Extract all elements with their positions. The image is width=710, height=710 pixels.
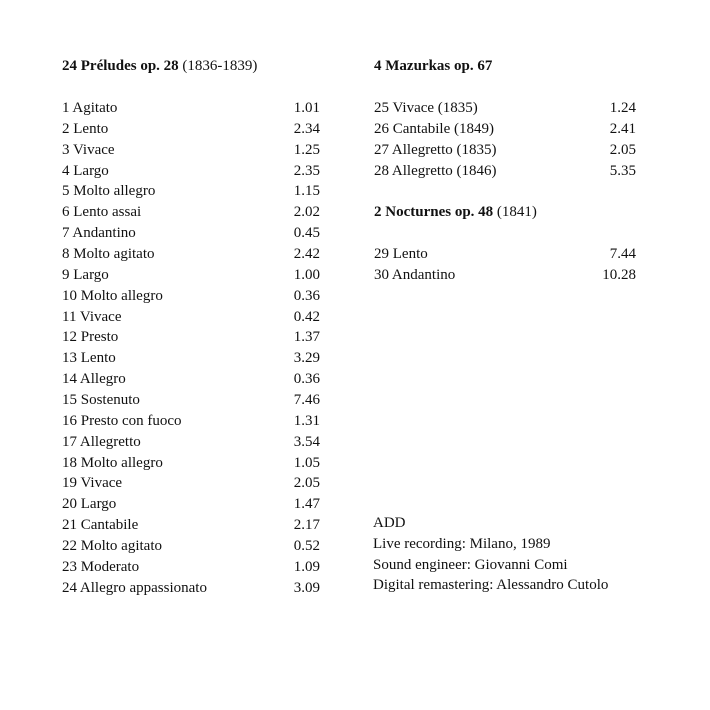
track-duration: 2.41: [609, 120, 636, 137]
track-duration: 0.36: [293, 371, 320, 388]
track-row: [62, 286, 320, 307]
track-title: 15 Sostenuto: [62, 392, 140, 409]
track-title: 10 Molto allegro: [62, 287, 163, 304]
track-duration: 1.00: [293, 266, 320, 283]
track-duration: 2.34: [293, 120, 320, 137]
preludes-title: 24 Préludes op. 28: [62, 58, 179, 74]
mazurkas-heading: [374, 56, 636, 77]
track-row: [62, 453, 320, 474]
track-title: 16 Presto con fuoco: [62, 412, 182, 429]
track-duration: 5.35: [609, 162, 636, 179]
right-column: [374, 56, 636, 286]
format-text: ADD: [373, 515, 406, 531]
track-title: 1 Agitato: [62, 100, 118, 116]
mazurkas-title: 4 Mazurkas op. 67: [374, 58, 493, 74]
track-duration: 3.09: [293, 579, 320, 596]
track-row: [62, 411, 320, 432]
nocturnes-track-list: [374, 244, 636, 286]
track-title: 2 Lento: [62, 120, 109, 137]
track-row: [374, 119, 636, 140]
track-row: [374, 140, 636, 161]
track-duration: 1.01: [293, 100, 320, 116]
track-title: 12 Presto: [62, 329, 119, 346]
track-duration: 7.44: [609, 246, 636, 263]
track-duration: 0.36: [293, 287, 320, 304]
track-title: 27 Allegretto (1835): [374, 141, 497, 158]
preludes-track-list: [62, 98, 320, 599]
remastering-text: Digital remastering: Alessandro Cutolo: [373, 577, 609, 594]
track-title: 3 Vivace: [62, 141, 115, 158]
track-title: 7 Andantino: [62, 225, 136, 242]
track-duration: 3.29: [293, 350, 320, 367]
track-duration: 2.17: [293, 517, 320, 534]
track-duration: 1.47: [293, 496, 320, 513]
track-duration: 1.37: [293, 329, 320, 346]
track-duration: 10.28: [602, 267, 636, 284]
track-row: [374, 244, 636, 265]
track-title: 11 Vivace: [62, 308, 122, 325]
track-duration: 1.05: [293, 454, 320, 471]
track-row: [62, 494, 320, 515]
track-row: [374, 161, 636, 182]
track-title: 28 Allegretto (1846): [374, 162, 497, 179]
track-row: [62, 307, 320, 328]
mazurkas-section: [374, 56, 636, 181]
track-row: [62, 515, 320, 536]
nocturnes-title: 2 Nocturnes op. 48: [374, 204, 494, 221]
track-duration: 1.24: [609, 100, 636, 116]
track-row: [62, 202, 320, 223]
engineer-text: Sound engineer: Giovanni Comi: [373, 556, 568, 573]
track-title: 4 Largo: [62, 162, 109, 179]
track-title: 22 Molto agitato: [62, 538, 162, 555]
track-row: [62, 223, 320, 244]
preludes-section: [62, 56, 320, 599]
track-duration: 0.52: [293, 538, 320, 555]
track-title: 20 Largo: [62, 496, 117, 513]
track-duration: 2.35: [293, 162, 320, 179]
track-duration: 2.05: [609, 141, 636, 158]
track-title: 29 Lento: [374, 246, 428, 263]
track-row: [62, 369, 320, 390]
track-title: 18 Molto allegro: [62, 454, 163, 471]
track-title: 25 Vivace (1835): [374, 100, 478, 116]
credits-block: [373, 513, 673, 596]
track-title: 8 Molto agitato: [62, 246, 155, 263]
track-duration: 1.25: [293, 141, 320, 158]
track-duration: 1.09: [293, 558, 320, 575]
track-title: 9 Largo: [62, 266, 109, 283]
track-row: [62, 327, 320, 348]
track-title: 26 Cantabile (1849): [374, 120, 494, 137]
track-row: [62, 473, 320, 494]
track-row: [374, 98, 636, 119]
track-row: [62, 265, 320, 286]
track-duration: 0.45: [293, 225, 320, 242]
track-row: [374, 265, 636, 286]
track-row: [62, 119, 320, 140]
track-title: 21 Cantabile: [62, 517, 139, 534]
track-row: [62, 140, 320, 161]
track-row: [62, 348, 320, 369]
track-title: 5 Molto allegro: [62, 183, 156, 200]
track-duration: 1.15: [293, 183, 320, 200]
track-title: 24 Allegro appassionato: [62, 579, 207, 596]
nocturnes-section: [374, 202, 636, 286]
track-row: [62, 181, 320, 202]
track-row: [62, 98, 320, 119]
track-title: 23 Moderato: [62, 558, 140, 575]
track-duration: 2.05: [293, 475, 320, 492]
nocturnes-years: (1841): [496, 204, 537, 221]
track-duration: 0.42: [293, 308, 320, 325]
preludes-years: (1836-1839): [182, 58, 258, 74]
track-title: 30 Andantino: [374, 267, 456, 284]
track-row: [62, 578, 320, 599]
track-title: 6 Lento assai: [62, 204, 142, 221]
track-row: [62, 244, 320, 265]
track-title: 19 Vivace: [62, 475, 123, 492]
track-duration: 3.54: [293, 433, 320, 450]
track-row: [62, 390, 320, 411]
track-row: [62, 557, 320, 578]
preludes-heading: [62, 56, 320, 77]
track-duration: 7.46: [293, 392, 320, 409]
nocturnes-heading: [374, 202, 636, 223]
track-title: 14 Allegro: [62, 371, 126, 388]
track-row: [62, 161, 320, 182]
track-title: 17 Allegretto: [62, 433, 141, 450]
track-duration: 2.42: [293, 246, 320, 263]
track-row: [62, 432, 320, 453]
track-duration: 2.02: [293, 204, 320, 221]
track-title: 13 Lento: [62, 350, 116, 367]
recording-text: Live recording: Milano, 1989: [373, 535, 551, 552]
mazurkas-track-list: [374, 98, 636, 181]
track-row: [62, 536, 320, 557]
track-duration: 1.31: [293, 412, 320, 429]
